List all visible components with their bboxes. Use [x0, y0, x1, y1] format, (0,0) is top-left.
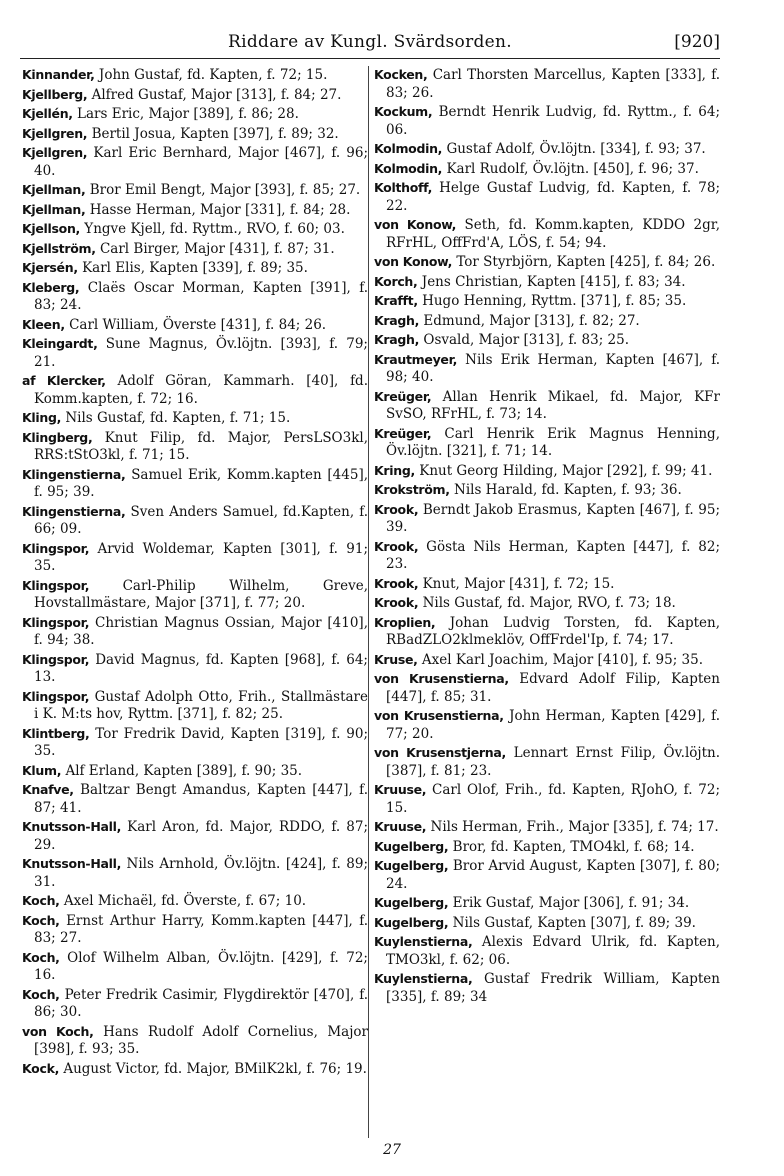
entry-name: Kruse, [374, 651, 418, 667]
entry-name: Kjellberg, [22, 86, 88, 102]
entry-details: Hugo Henning, Ryttm. [371], f. 85; 35. [422, 293, 687, 309]
entry-name: von Krusenstjerna, [374, 745, 506, 760]
entry-name: Kruuse, [374, 782, 427, 797]
register-entry [374, 933, 720, 969]
register-entry [22, 577, 368, 613]
register-entry [22, 105, 368, 124]
entry-details: Alf Erland, Kapten [389], f. 90; 35. [65, 762, 303, 779]
entry-details: Nils Arnhold, Öv.löjtn. [424], f. 89; 31. [34, 856, 368, 890]
entry-name: Klingspor, [22, 651, 90, 667]
entry-details: Peter Fredrik Casimir, Flygdirektör [470], f. 86; 30. [34, 986, 368, 1020]
entry-name: Koch, [22, 949, 60, 965]
entry-details: Nils Herman, Frih., Major [335], f. 74; 17. [430, 819, 719, 835]
register-entry [22, 201, 368, 220]
entry-name: Kugelberg, [374, 838, 449, 854]
entry-details: Tor Styrbjörn, Kapten [425], f. 84; 26. [456, 254, 716, 270]
register-entry [22, 466, 368, 502]
register-entry [22, 855, 368, 891]
entry-details: Johan Ludvig Torsten, fd. Kapten, RBadZLO2klmeklöv, OffFrdel'Ip, f. 74; 17. [386, 614, 720, 648]
register-entry [22, 335, 368, 371]
entry-details: Berndt Henrik Ludvig, fd. Ryttm., f. 64; 06. [386, 104, 720, 138]
register-entry [22, 725, 368, 761]
register-entry [22, 818, 368, 854]
entry-name: Klum, [22, 762, 62, 778]
header-page-number: [920] [674, 32, 720, 52]
register-entry [22, 372, 368, 408]
entry-name: Krook, [374, 538, 419, 554]
entry-name: Kolmodin, [374, 160, 443, 176]
entry-details: Olof Wilhelm Alban, Öv.löjtn. [429], f. 72; 16. [34, 949, 368, 983]
register-entry [374, 312, 720, 331]
register-entry [374, 707, 720, 743]
entry-details: Ernst Arthur Harry, Komm.kapten [447], f. 83; 27. [34, 912, 368, 946]
entry-details: Lars Eric, Major [389], f. 86; 28. [77, 106, 299, 122]
entry-name: Kolthoff, [374, 180, 433, 195]
entry-name: af Klercker, [22, 373, 106, 388]
register-entry [22, 409, 368, 428]
register-entry [22, 429, 368, 465]
register-entry [374, 425, 720, 461]
entry-name: Kruuse, [374, 819, 427, 834]
entry-name: Kjellén, [22, 106, 73, 121]
entry-name: Klingenstierna, [22, 466, 126, 482]
entry-details: Bror Arvid August, Kapten [307], f. 80; 24. [386, 858, 720, 892]
entry-name: von Konow, [374, 254, 453, 269]
entry-name: von Konow, [374, 217, 457, 232]
register-entry [22, 688, 368, 724]
register-entry [374, 140, 720, 159]
entry-name: Kleingardt, [22, 336, 98, 351]
entry-name: Kock, [22, 1060, 60, 1076]
entry-name: Kreüger, [374, 388, 432, 404]
entry-details: Berndt Jakob Erasmus, Kapten [467], f. 95; 39. [386, 501, 720, 535]
entry-name: Krook, [374, 501, 419, 517]
register-entry [374, 66, 720, 102]
entry-name: Klingenstierna, [22, 503, 126, 519]
register-entry [374, 614, 720, 650]
column-divider [368, 66, 369, 1138]
entry-details: Helge Gustaf Ludvig, fd. Kapten, f. 78; 22. [386, 180, 720, 214]
entry-details: Adolf Göran, Kammarh. [40], fd. Komm.kapten, f. 72; 16. [34, 373, 368, 407]
entry-details: Edvard Adolf Filip, Kapten [447], f. 85; 31. [386, 671, 720, 705]
left-column [22, 66, 368, 1079]
entry-name: Krokström, [374, 482, 450, 497]
entry-details: Hasse Herman, Major [331], f. 84; 28. [89, 201, 351, 218]
register-entry [374, 781, 720, 817]
entry-name: Kjellson, [22, 221, 80, 236]
entry-details: Claës Oscar Morman, Kapten [391], f. 83; 24. [34, 279, 369, 313]
register-entry [22, 949, 368, 985]
entry-details: Bror Emil Bengt, Major [393], f. 85; 27. [89, 182, 361, 198]
entry-details: Sven Anders Samuel, fd.Kapten, f. 66; 09. [34, 503, 369, 537]
register-entry [374, 818, 720, 837]
register-entry [22, 1023, 368, 1059]
entry-name: Klintberg, [22, 725, 90, 741]
entry-name: von Krusenstierna, [374, 708, 504, 723]
page-title: Riddare av Kungl. Svärdsorden. [228, 32, 512, 52]
entry-name: Kling, [22, 410, 62, 425]
entry-details: Nils Erik Herman, Kapten [467], f. 98; 40. [386, 351, 720, 385]
entry-name: Kleberg, [22, 279, 80, 295]
entry-details: Alexis Edvard Ulrik, fd. Kapten, TMO3kl, f. 62; 06. [386, 934, 720, 968]
register-entry [22, 86, 368, 105]
register-entry [374, 970, 720, 1006]
entry-details: Axel Karl Joachim, Major [410], f. 95; 35. [421, 651, 704, 668]
entry-details: Gustaf Fredrik William, Kapten [335], f. 89; 34 [386, 971, 720, 1005]
entry-name: Korch, [374, 273, 418, 289]
register-entry [22, 651, 368, 687]
entry-details: Sune Magnus, Öv.löjtn. [393], f. 79; 21. [34, 336, 368, 370]
entry-name: Krautmeyer, [374, 351, 458, 367]
entry-details: Karl Elis, Kapten [339], f. 89; 35. [82, 260, 308, 276]
entry-name: Kleen, [22, 316, 65, 332]
register-entry [22, 614, 368, 650]
entry-details: Carl Birger, Major [431], f. 87; 31. [99, 240, 335, 257]
entry-details: Edmund, Major [313], f. 82; 27. [423, 312, 640, 329]
right-column [374, 66, 720, 1007]
entry-details: Arvid Woldemar, Kapten [301], f. 91; 35. [34, 540, 369, 574]
entry-name: Kolmodin, [374, 141, 443, 156]
register-entry [22, 125, 368, 144]
entry-name: Kjellgren, [22, 145, 88, 160]
register-entry [22, 912, 368, 948]
register-entry [374, 160, 720, 179]
entry-name: Kreüger, [374, 425, 432, 441]
entry-details: Samuel Erik, Komm.kapten [445], f. 95; 39. [34, 466, 369, 500]
register-entry [374, 388, 720, 424]
register-entry [22, 540, 368, 576]
entry-name: Krook, [374, 575, 419, 591]
entry-details: Alfred Gustaf, Major [313], f. 84; 27. [91, 86, 342, 103]
entry-name: Kuylenstierna, [374, 934, 473, 949]
register-entry [22, 1060, 368, 1079]
entry-details: David Magnus, fd. Kapten [968], f. 64; 13. [34, 651, 368, 685]
footer-page-number: 27 [383, 1142, 401, 1158]
entry-details: Knut, Major [431], f. 72; 15. [422, 575, 615, 592]
entry-name: Kinnander, [22, 67, 95, 82]
entry-details: Allan Henrik Mikael, fd. Major, KFr SvSO, RFrHL, f. 73; 14. [386, 388, 720, 422]
register-entry [374, 744, 720, 780]
register-entry [22, 279, 368, 315]
register-entry [374, 481, 720, 500]
entry-details: John Herman, Kapten [429], f. 77; 20. [386, 708, 720, 742]
entry-details: Karl Eric Bernhard, Major [467], f. 96; 40. [34, 145, 369, 179]
register-entry [374, 351, 720, 387]
entry-details: Carl Olof, Frih., fd. Kapten, RJohO, f. 72; 15. [386, 782, 721, 816]
entry-details: Tor Fredrik David, Kapten [319], f. 90; 35. [34, 725, 368, 759]
entry-name: Kuylenstierna, [374, 971, 473, 986]
register-entry [374, 838, 720, 857]
entry-name: Klingspor, [22, 540, 90, 556]
entry-details: Karl Rudolf, Öv.löjtn. [450], f. 96; 37. [446, 160, 699, 177]
register-entry [22, 66, 368, 85]
register-entry [374, 103, 720, 139]
register-entry [22, 986, 368, 1022]
entry-name: Krook, [374, 595, 419, 610]
register-entry [374, 914, 720, 933]
entry-name: Klingberg, [22, 429, 93, 445]
entry-details: Lennart Ernst Filip, Öv.löjtn. [387], f. 81; 23. [386, 745, 720, 779]
entry-name: Koch, [22, 893, 60, 908]
register-entry [22, 259, 368, 278]
page-header [20, 30, 720, 59]
entry-name: Klingspor, [22, 614, 90, 630]
entry-name: Kragh, [374, 312, 420, 328]
entry-details: Nils Gustaf, fd. Kapten, f. 71; 15. [65, 410, 291, 426]
register-entry [374, 894, 720, 913]
entry-details: Jens Christian, Kapten [415], f. 83; 34. [421, 273, 686, 290]
entry-name: Kugelberg, [374, 914, 449, 930]
entry-details: Bror, fd. Kapten, TMO4kl, f. 68; 14. [452, 838, 695, 855]
register-entry [374, 216, 720, 252]
entry-details: Christian Magnus Ossian, Major [410], f. 94; 38. [34, 614, 368, 648]
entry-details: Knut Filip, fd. Major, PersLSO3kl, RRS:tStO3kl, f. 71; 15. [34, 429, 369, 463]
entry-details: Hans Rudolf Adolf Cornelius, Major [398], f. 93; 35. [34, 1023, 368, 1057]
entry-details: Nils Harald, fd. Kapten, f. 93; 36. [454, 482, 682, 498]
entry-details: Erik Gustaf, Major [306], f. 91; 34. [452, 895, 690, 911]
entry-name: Kjellgren, [22, 125, 88, 141]
register-entry [374, 273, 720, 292]
entry-details: Osvald, Major [313], f. 83; 25. [423, 332, 630, 348]
entry-name: Kjellman, [22, 182, 86, 197]
entry-name: Knutsson-Hall, [22, 819, 122, 834]
entry-details: Gustaf Adolph Otto, Frih., Stallmästare i K. M:ts hov, Ryttm. [371], f. 82; 25. [34, 688, 368, 722]
register-entry [374, 651, 720, 670]
entry-name: Kroplien, [374, 614, 436, 630]
entry-name: Knutsson-Hall, [22, 856, 122, 871]
entry-name: Kocken, [374, 67, 428, 82]
register-entry [374, 462, 720, 481]
entry-name: Kragh, [374, 332, 420, 347]
register-entry [22, 781, 368, 817]
entry-name: von Koch, [22, 1023, 94, 1039]
entry-details: Carl William, Överste [431], f. 84; 26. [69, 316, 327, 333]
entry-details: Karl Aron, fd. Major, RDDO, f. 87; 29. [34, 819, 369, 853]
register-entry [374, 538, 720, 574]
register-entry [374, 575, 720, 594]
register-entry [22, 240, 368, 259]
entry-details: Baltzar Bengt Amandus, Kapten [447], f. 87; 41. [34, 782, 368, 816]
entry-name: Kugelberg, [374, 858, 449, 873]
entry-name: Kockum, [374, 104, 433, 119]
register-entry [374, 292, 720, 311]
entry-details: John Gustaf, fd. Kapten, f. 72; 15. [98, 67, 328, 83]
entry-name: Kugelberg, [374, 895, 449, 910]
register-entry [374, 594, 720, 613]
register-entry [374, 253, 720, 272]
entry-details: Carl-Philip Wilhelm, Greve, Hovstallmästare, Major [371], f. 77; 20. [34, 577, 368, 611]
register-entry [374, 331, 720, 350]
register-entry [22, 316, 368, 335]
entry-details: Nils Gustaf, Kapten [307], f. 89; 39. [452, 914, 696, 931]
register-entry [22, 220, 368, 239]
entry-name: Kjersén, [22, 260, 78, 275]
register-entry [374, 501, 720, 537]
entry-name: Koch, [22, 912, 60, 928]
register-entry [22, 503, 368, 539]
entry-details: Gustaf Adolf, Öv.löjtn. [334], f. 93; 37. [446, 141, 706, 157]
entry-name: Koch, [22, 986, 60, 1002]
entry-details: Seth, fd. Komm.kapten, KDDO 2gr, RFrHL, OffFrd'A, LÖS, f. 54; 94. [386, 217, 721, 251]
entry-details: Carl Henrik Erik Magnus Henning, Öv.löjtn. [321], f. 71; 14. [386, 425, 720, 459]
entry-name: Klingspor, [22, 688, 90, 704]
entry-name: Krafft, [374, 293, 418, 308]
register-entry [22, 892, 368, 911]
entry-details: August Victor, fd. Major, BMilK2kl, f. 76; 19. [63, 1060, 367, 1077]
register-entry [374, 857, 720, 893]
entry-name: Kjellström, [22, 240, 96, 256]
register-entry [22, 762, 368, 781]
entry-name: Kring, [374, 462, 415, 478]
register-entry [22, 144, 368, 180]
entry-details: Yngve Kjell, fd. Ryttm., RVO, f. 60; 03. [84, 221, 345, 237]
entry-details: Gösta Nils Herman, Kapten [447], f. 82; 23. [386, 538, 721, 572]
entry-details: Carl Thorsten Marcellus, Kapten [333], f. 83; 26. [386, 67, 720, 101]
entry-details: Nils Gustaf, fd. Major, RVO, f. 73; 18. [422, 595, 676, 611]
entry-details: Knut Georg Hilding, Major [292], f. 99; 41. [419, 462, 713, 479]
entry-name: Knafve, [22, 782, 74, 797]
register-entry [22, 181, 368, 200]
entry-name: Klingspor, [22, 577, 90, 593]
entry-name: von Krusenstierna, [374, 671, 509, 686]
entry-details: Bertil Josua, Kapten [397], f. 89; 32. [91, 125, 339, 142]
entry-details: Axel Michaël, fd. Överste, f. 67; 10. [63, 893, 307, 909]
entry-name: Kjellman, [22, 201, 86, 217]
register-entry [374, 179, 720, 215]
register-entry [374, 670, 720, 706]
